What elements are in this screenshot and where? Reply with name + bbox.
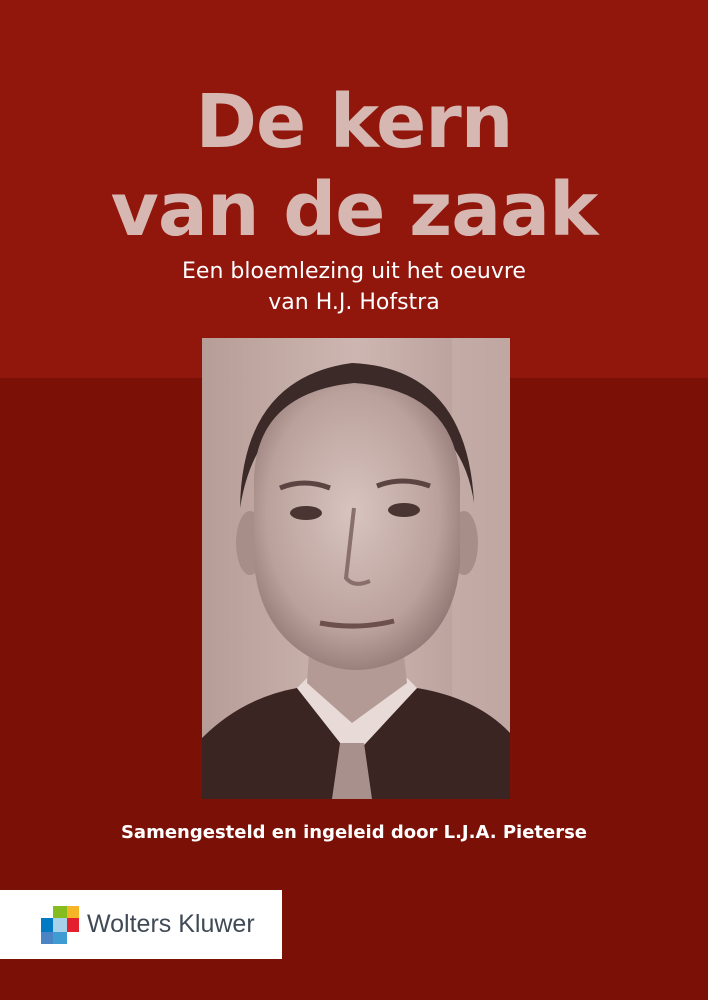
portrait-photo-icon [202,338,510,799]
publisher-name: Wolters Kluwer [87,910,255,938]
editor-credit: Samengesteld en ingeleid door L.J.A. Pieterse [120,822,588,843]
subtitle-line-1: Een bloemlezing uit het oeuvre [182,259,526,284]
title-line-2: van de zaak [110,167,598,253]
book-title [0,78,708,254]
publisher-box [0,890,282,959]
author-portrait [202,338,510,799]
title-line-1: De kern [195,79,513,165]
subtitle-line-2: van H.J. Hofstra [268,290,440,315]
book-subtitle [0,256,708,318]
wolters-kluwer-logo-icon [41,906,79,944]
